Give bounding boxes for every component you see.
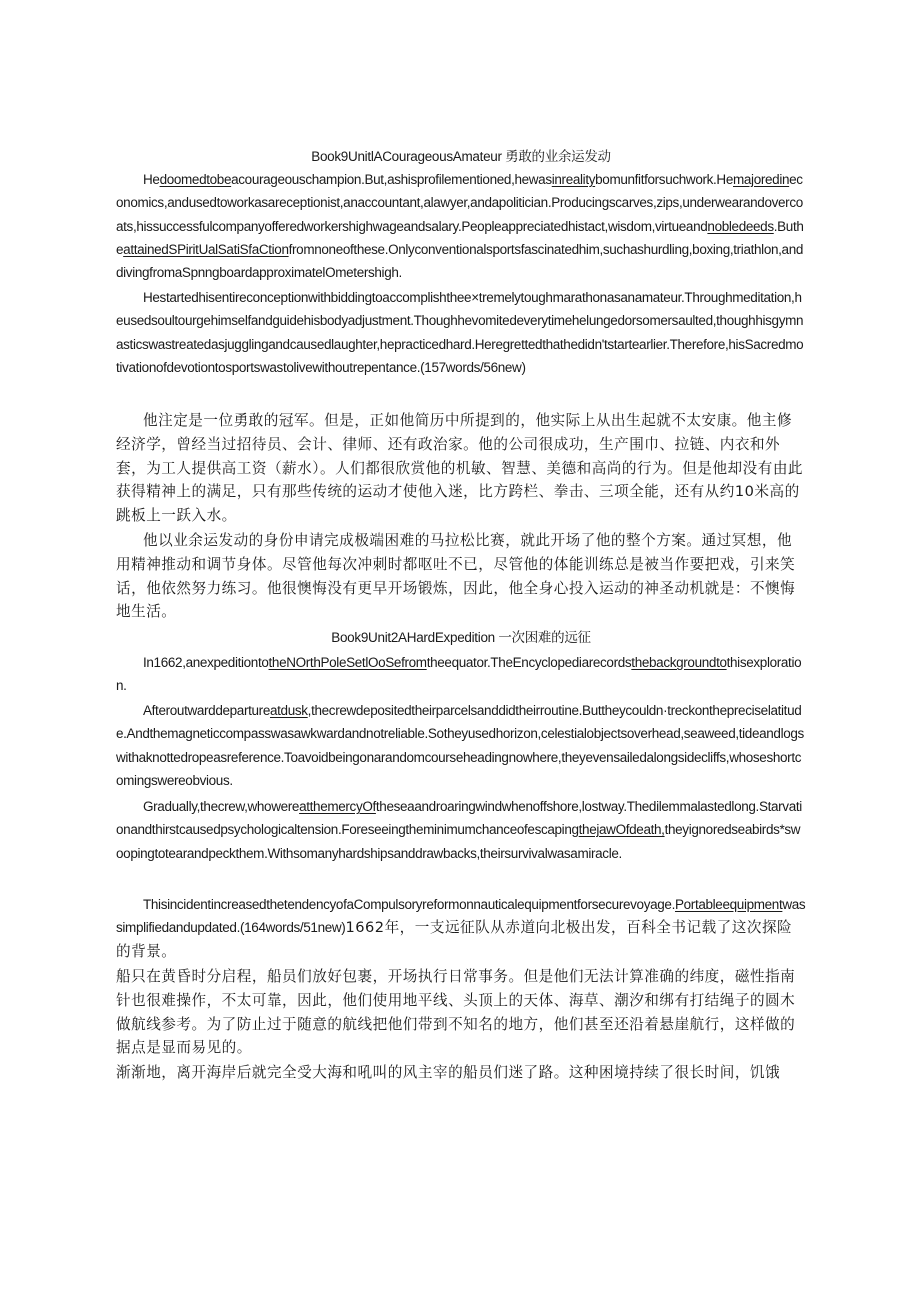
unit2-english-paragraph-4: ThisincidentincreasedthetendencyofaCompulsoryreformonnauticalequipmentforsecurevoyage.Portableequipmentwassimplifiedandupdated.(164words/51new)1662年，一支远征队从赤道向北极出发，百科全书记载了这次探险的背景。 [116,897,806,961]
unit2-chinese-paragraph-3: 渐渐地，离开海岸后就完全受大海和吼叫的风主宰的船员们迷了路。这种困境持续了很长时间，饥饿 [116,1064,781,1081]
unit2-english-paragraph-2: Afteroutwarddepartureatdusk,thecrewdepositedtheirparcelsanddidtheirroutine.Buttheycouldn·treckonthepreciselatitude.Andthemagneticcompasswasawkwardandnotreliable.Sotheyusedhorizon,celestialobjectsoverhead,seaweed,tideandlogswithaknottedropeasreference.Toavoidbeingonarandomcourseheadingnowhere,theyevensailedalongsidecliffs,whoseshortcomingswereobvious. [116,703,804,788]
unit1-title: Book9UnitlACourageousAmateur 勇敢的业余运发动 [311,149,611,164]
unit2-chinese-paragraph-2: 船只在黄昏时分启程，船员们放好包裹，开场执行日常事务。但是他们无法计算准确的纬度，磁性指南针也很难操作，不太可靠，因此，他们使用地平线、头顶上的天体、海草、潮汐和绑有打结绳子的圆木做航线参考。为了防止过于随意的航线把他们带到不知名的地方，他们甚至还沿着悬崖航行，这样做的据点是显而易见的。 [116,968,796,1057]
unit1-chinese-paragraph-1: 他注定是一位勇敢的冠军。但是，正如他简历中所提到的，他实际上从出生起就不太安康。他主修经济学，曾经当过招待员、会计、律师、还有政治家。他的公司很成功，生产围巾、拉链、内衣和外套，为工人提供高工资（薪水）。人们都很欣赏他的机敏、智慧、美德和高尚的行为。但是他却没有由此获得精神上的满足，只有那些传统的运动才使他入迷，比方跨栏、拳击、三项全能，还有从约10米高的跳板上一跃入水。 [116,412,804,525]
unit1-chinese-paragraph-2: 他以业余运发动的身份申请完成极端困难的马拉松比赛，就此开场了他的整个方案。通过冥想，他用精神推动和调节身体。尽管他每次冲刺时都呕吐不已，尽管他的体能训练总是被当作要把戏，引来笑话，他依然努力练习。他很懊悔没有更早开场锻炼，因此，他全身心投入运动的神圣动机就是：不懊悔地生活。 [116,532,796,621]
unit2-title: Book9Unit2AHardExpedition 一次困难的远征 [331,630,591,645]
unit1-english-paragraph-2: Hestartedhisentireconceptionwithbiddingtoaccomplishthee×tremelytoughmarathonasanamateur.Throughmeditation,heusedsoultourgehimselfandguidehisbodyadjustment.Thoughhevomitedeverytimehelungedorsomersaulted,thoughhisgymnasticswastreatedasjugglingandcausedlaughter,hepracticedhard.Heregrettedthathedidn'tstartearlier.Therefore,hisSacredmotivationofdevotiontosportswastolivewithoutrepentance.(157words/56new) [116,290,804,375]
unit2-english-paragraph-3: Gradually,thecrew,whowereatthemercyOftheseaandroaringwindwhenoffshore,lostway.Thedilemmalastedlong.Starvationandthirstcausedpsychologicaltension.ForeseeingtheminimumchanceofescapingthejawOfdeath,theyignoredseabirds*swoopingtotearandpeckthem.Withsomanyhardshipsanddrawbacks,theirsurvivalwasamiracle. [116,799,802,861]
unit2-english-paragraph-1: In1662,anexpeditiontotheNOrthPoleSetlOoSefromtheequator.TheEncyclopediarecordsthebackgroundtothisexploration. [116,655,802,694]
unit2-chinese-paragraph-1: 1662年，一支远征队从赤道向北极出发，百科全书记载了这次探险的背景。 [116,919,793,961]
unit1-english-paragraph-1: Hedoomedtobeacourageouschampion.But,ashisprofilementioned,hewasinrealitybomunfitforsuchwork.Hemajoredineconomics,andusedtoworkasareceptionist,anaccountant,alawyer,andapolitician.Producingscarves,zips,underwearandovercoats,hissuccessfulcompanyofferedworkershighwageandsalary.Peopleappreciatedhistact,wisdom,virtueandnobledeeds.ButheattainedSPiritUalSatiSfaCtionfromnoneofthese.Onlyconventionalsportsfascinatedhim,suchashurdling,boxing,triathlon,anddivingfromaSpnngboardapproximatelOmetershigh. [116,172,804,281]
